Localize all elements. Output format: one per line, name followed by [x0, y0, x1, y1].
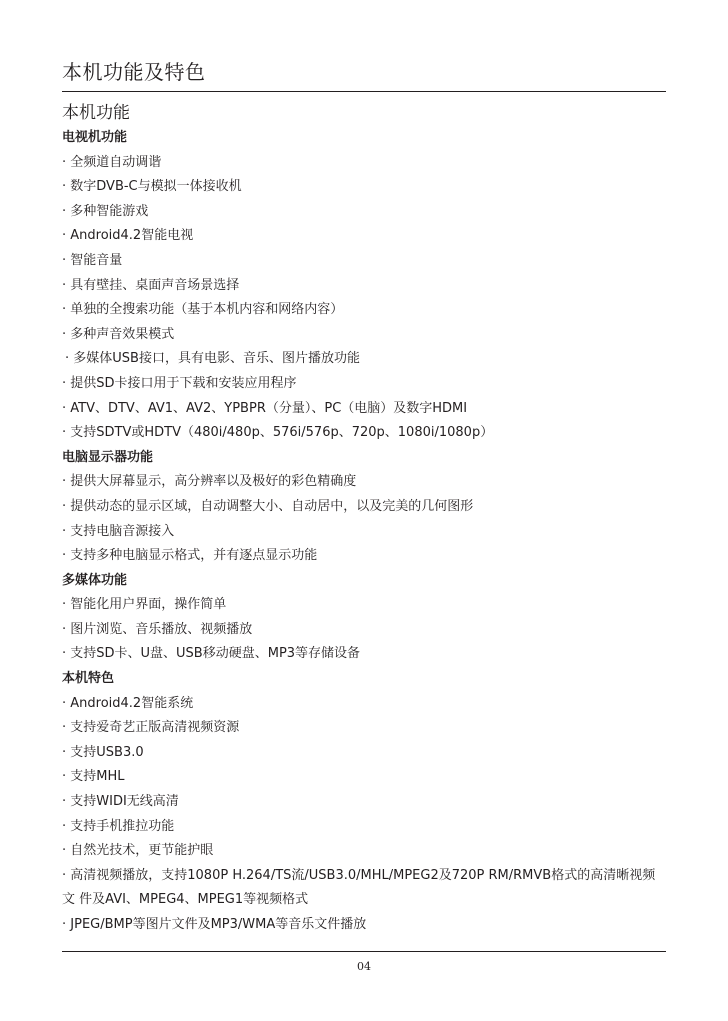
main-content	[62, 100, 672, 938]
list-item: · 自然光技术，更节能护眼	[62, 843, 214, 859]
group-heading: 电视机功能	[62, 130, 128, 145]
group-multimedia-functions	[62, 569, 672, 667]
group-tv-functions	[62, 126, 672, 446]
list-item: · 高清视频播放，支持1080P H.264/TS流/USB3.0/MHL/MPEG2及720P RM/RMVB格式的高清晰视频文 件及AVI、MPEG4、MPEG1等视频格式	[62, 867, 656, 908]
list-item: · 支持电脑音源接入	[62, 523, 175, 539]
list-item: · 提供SD卡接口用于下载和安装应用程序	[62, 375, 297, 391]
list-item: · Android4.2智能系统	[62, 695, 194, 711]
list-item: · 支持SDTV或HDTV（480i/480p、576i/576p、720p、1080i/1080p）	[62, 425, 494, 441]
list-item: · 多种智能游戏	[62, 203, 149, 219]
list-item: · 提供大屏幕显示，高分辨率以及极好的彩色精确度	[62, 474, 357, 490]
list-item: · 支持USB3.0	[62, 744, 144, 760]
list-item: · 支持SD卡、U盘、USB移动硬盘、MP3等存储设备	[62, 646, 361, 662]
list-item: · 支持WIDI无线高清	[62, 794, 179, 810]
list-item: · 图片浏览、音乐播放、视频播放	[62, 621, 253, 637]
list-item: · JPEG/BMP等图片文件及MP3/WMA等音乐文件播放	[62, 917, 367, 932]
group-features	[62, 667, 672, 938]
list-item: · 支持MHL	[62, 769, 125, 785]
list-item: · 支持多种电脑显示格式，并有逐点显示功能	[62, 548, 318, 564]
page-number: 04	[357, 960, 371, 973]
list-item: · 单独的全搜索功能（基于本机内容和网络内容）	[62, 302, 344, 318]
list-item: · 数字DVB-C与模拟一体接收机	[62, 179, 242, 195]
list-item: · Android4.2智能电视	[62, 228, 194, 244]
list-item: · 提供动态的显示区域，自动调整大小、自动居中，以及完美的几何图形	[62, 498, 474, 514]
group-heading: 电脑显示器功能	[62, 449, 154, 465]
list-item: · 多媒体USB接口，具有电影、音乐、图片播放功能	[65, 351, 360, 367]
list-item: · ATV、DTV、AV1、AV2、YPBPR（分量）、PC（电脑）及数字HDMI	[62, 400, 468, 416]
list-item: · 支持手机推拉功能	[62, 818, 175, 834]
footer-divider	[62, 951, 666, 952]
section-title: 本机功能	[62, 103, 130, 123]
group-heading: 多媒体功能	[62, 572, 128, 588]
group-heading: 本机特色	[62, 671, 115, 687]
list-item: · 全频道自动调谐	[62, 154, 162, 170]
group-monitor-functions	[62, 446, 672, 569]
page-title: 本机功能及特色	[62, 60, 206, 84]
list-item: · 具有壁挂、桌面声音场景选择	[62, 277, 240, 293]
list-item: · 智能音量	[62, 252, 123, 268]
list-item: · 多种声音效果模式	[62, 326, 175, 342]
list-item: · 智能化用户界面，操作简单	[62, 597, 227, 613]
list-item: · 支持爱奇艺正版高清视频资源	[62, 720, 240, 736]
title-divider	[62, 91, 666, 92]
